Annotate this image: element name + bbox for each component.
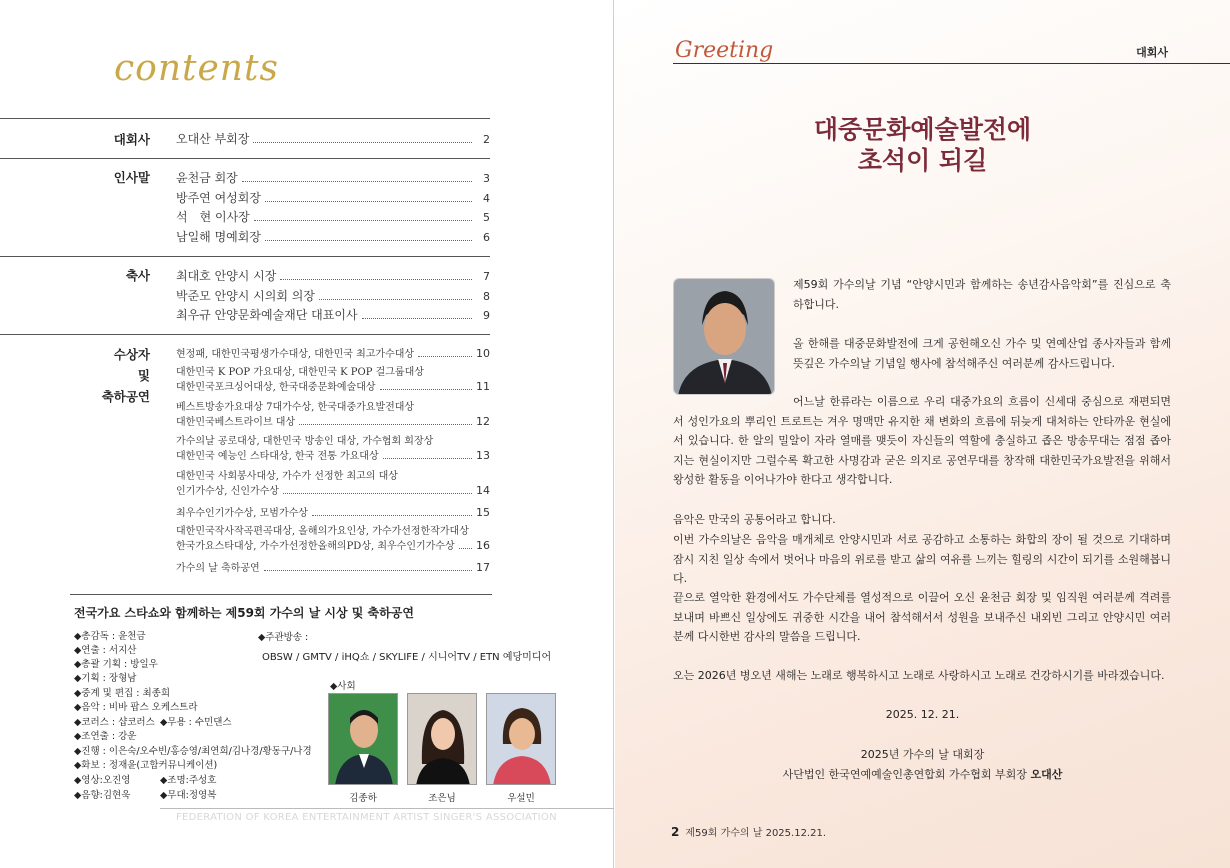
section-tag: 대회사: [1136, 46, 1168, 59]
toc-category: 축하공연: [101, 389, 150, 404]
toc-divider: [0, 118, 490, 119]
page-number: 2: [671, 825, 680, 839]
credits-title: 전국가요 스타쇼와 함께하는 제59회 가수의 날 시상 및 축하공연: [74, 606, 414, 620]
mc-name: 조은님: [428, 793, 456, 804]
toc-entry[interactable]: 남일해 명예회장 6: [176, 230, 490, 244]
mc-photo: [407, 693, 477, 785]
body-paragraph: 올 한해를 대중문화발전에 크게 공헌해오신 가수 및 연예산업 종사자들과 함께 뜻깊은 가수의날 기념일 행사에 참석해주신 여러분께 감사드립니다.: [793, 337, 1171, 370]
toc-entry[interactable]: 최우규 안양문화예술재단 대표이사 9: [176, 308, 490, 322]
footer-text: 제59회 가수의 날 2025.12.21.: [685, 828, 827, 839]
body-paragraph: 오는 2026년 병오년 새해는 노래로 행복하시고 노래로 사랑하시고 노래로 건강하시기를 바라겠습니다.: [673, 669, 1165, 682]
mc-label: ◆사회: [330, 681, 356, 692]
greeting-script: Greeting: [675, 38, 774, 63]
toc-entry[interactable]: 현정패, 대한민국평생가수대상, 대한민국 최고가수대상 10: [176, 347, 490, 360]
broadcast-label: ◆주관방송 :: [258, 632, 309, 643]
credits-divider: [70, 594, 492, 595]
credit-line: ◆진행 : 이은숙/오수빈/홍승영/최연희/김나경/황동구/나경: [74, 746, 312, 757]
credit-line: ◆음악 : 비바 팝스 오케스트라: [74, 702, 198, 713]
toc-entry[interactable]: 석 현 이사장 5: [176, 210, 490, 224]
headline: [615, 114, 1230, 176]
toc-entry[interactable]: 최대호 안양시 시장 7: [176, 269, 490, 283]
toc-entry[interactable]: 대한민국작사작곡편곡대상, 올해의가요인상, 가수가선정한작가대상 한국가요스타대상, 가수가선정한올해의PD상, 최우수인기가수상 16: [176, 526, 490, 552]
mc-photo: [486, 693, 556, 785]
body-paragraph: 끝으로 열악한 환경에서도 가수단체를 열성적으로 이끌어 오신 윤천금 회장 및 임직원 여러분께 격려를 보내며 바쁘신 일상에도 귀중한 시간을 내어 참석해서서 성원을 보내주신 내외빈 그리고 안양시민 여러분께 다시한번 감사의 말씀을 드립니다.: [673, 591, 1171, 644]
credit-line: ◆무대:정영복: [160, 790, 217, 801]
toc-entry[interactable]: 박준모 안양시 시의회 의장 8: [176, 289, 490, 303]
letter-date: 2025. 12. 21.: [885, 708, 960, 721]
toc-divider: [0, 334, 490, 335]
toc-category: 인사말: [113, 170, 150, 185]
toc-entry[interactable]: 오대산 부회장 2: [176, 132, 490, 146]
credit-line: ◆기획 : 장형남: [74, 673, 137, 684]
mc-name: 김종하: [349, 793, 377, 804]
mc-name: 우설민: [507, 793, 535, 804]
signature-line: 사단법인 한국연예예술인총연합회 가수협회 부회장 오대산: [782, 768, 1063, 781]
credit-line: ◆조연출 : 강운: [74, 731, 137, 742]
credit-line: ◆영상:오진영: [74, 775, 131, 786]
credit-line: ◆조명:주성호: [160, 775, 217, 786]
credit-line: ◆코러스 : 샵코러스: [74, 717, 155, 728]
credit-line: ◆중계 및 편집 : 최종희: [74, 688, 171, 699]
contents-page: [0, 0, 614, 868]
broadcast-value: OBSW / GMTV / iHQ쇼 / SKYLIFE / 시니어TV / ETN 예당미디어: [262, 652, 552, 663]
footer-association: FEDERATION OF KOREA ENTERTAINMENT ARTIST SINGER'S ASSOCIATION: [176, 812, 557, 823]
contents-title: contents: [114, 48, 279, 89]
toc-category: 대회사: [113, 132, 150, 147]
toc-entry[interactable]: 대한민국 K POP 가요대상, 대한민국 K POP 걸그룹대상 대한민국포크싱어대상, 한국대중문화예술대상 11: [176, 367, 490, 393]
toc-entry[interactable]: 베스트방송가요대상 7대가수상, 한국대중가요발전대상 대한민국베스트라이브 대상 12: [176, 402, 490, 428]
toc-entry[interactable]: 최우수인기가수상, 모범가수상 15: [176, 506, 490, 519]
body-paragraph: 제59회 가수의날 기념 “안양시민과 함께하는 송년감사음악회”를 진심으로 축하합니다.: [793, 278, 1171, 311]
body-paragraph: 어느날 한류라는 이름으로 우리 대중가요의 흐름이 신세대 중심으로 재편되면서 성인가요의 뿌리인 트로트는 겨우 명맥만 유지한 채 변화의 흐름에 뒤늦게 대처하는 안타까운 현실에 서 있습니다. 한 알의 밀알이 자라 열매를 맺듯이 자신들의 역할에 충실하고 좁은 방송무대는 점점 좁아지는 현실이지만 그럴수록 확고한 사명감과 굳은 의지로 공연무대를 창작해 대한민국가요발전을 위해서 왕성한 활동을 이어나가야 한다고 생각합니다.: [673, 395, 1171, 487]
headline-line: 초석이 되길: [857, 146, 988, 175]
toc-entry[interactable]: 가수의날 공로대상, 대한민국 방송인 대상, 가수협회 회장상 대한민국 예능인 스타대상, 한국 전통 가요대상 13: [176, 436, 490, 462]
credit-line: ◆음향:김현욱: [74, 790, 131, 801]
credit-line: ◆연출 : 서지산: [74, 645, 137, 656]
credit-line: ◆총감독 : 윤천금: [74, 631, 146, 642]
credit-line: ◆화보 : 정재윤(고합커뮤니케이션): [74, 760, 218, 771]
toc-entry[interactable]: 방주연 여성회장 4: [176, 191, 490, 205]
toc-divider: [0, 256, 490, 257]
signature-line: 2025년 가수의 날 대회장: [860, 748, 985, 761]
credit-line: ◆무용 : 수민댄스: [160, 717, 232, 728]
credit-line: ◆총괄 기획 : 방일우: [74, 659, 158, 670]
toc-entry[interactable]: 대한민국 사회봉사대상, 가수가 선정한 최고의 대상 인기가수상, 신인가수상 14: [176, 471, 490, 497]
greeting-page: [615, 0, 1230, 868]
signer-name: 오대산: [1030, 768, 1063, 781]
headline-line: 대중문화예술발전에: [813, 115, 1032, 144]
toc-category: 수상자: [113, 347, 150, 362]
toc-entry[interactable]: 윤천금 회장 3: [176, 171, 490, 185]
body-paragraph: 음악은 만국의 공통어라고 합니다.: [673, 513, 836, 526]
page-footer: [671, 824, 826, 839]
toc-category: 축사: [125, 268, 150, 283]
toc-entry[interactable]: 가수의 날 축하공연 17: [176, 561, 490, 574]
body-paragraph: 이번 가수의날은 음악을 매개체로 안양시민과 서로 공감하고 소통하는 화합의 장이 될 것으로 기대하며 잠시 지친 일상 속에서 벗어나 마음의 위로를 받고 삶의 여유를 느끼는 힐링의 시간이 되기를 소원해봅니다.: [673, 533, 1171, 586]
footer-divider: [160, 808, 614, 809]
mc-photo: [328, 693, 398, 785]
toc-divider: [0, 158, 490, 159]
speaker-portrait: [673, 278, 775, 395]
toc-category: 및: [137, 368, 150, 383]
header-divider: [673, 63, 1230, 64]
